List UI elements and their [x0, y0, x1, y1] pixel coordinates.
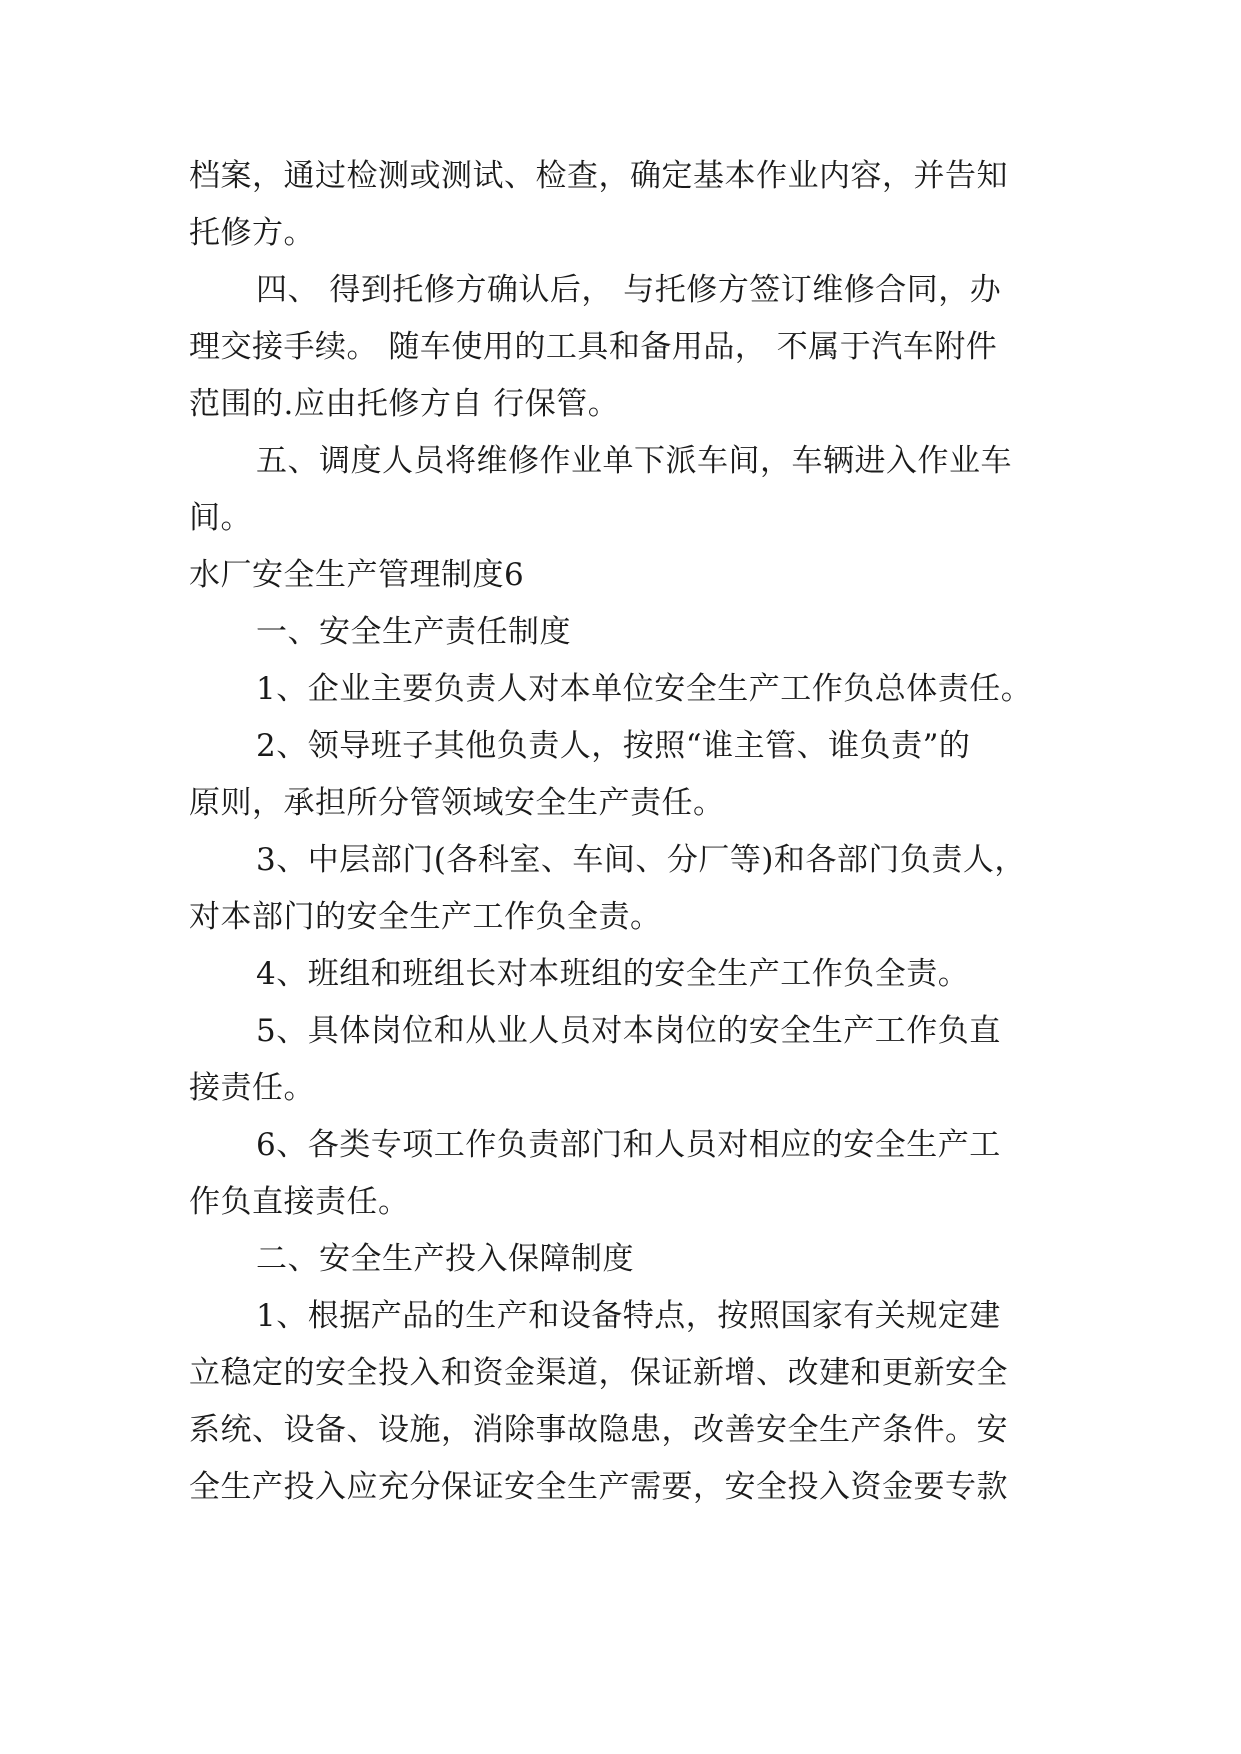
text-line: 原则，承担所分管领域安全生产责任。: [189, 785, 725, 821]
text-line: 五、调度人员将维修作业单下派车间，车辆进入作业车: [256, 443, 1012, 479]
text-line: 理交接手续。 随车使用的工具和备用品， 不属于汽车附件: [189, 329, 998, 365]
subsection-heading: 二、安全生产投入保障制度: [256, 1241, 634, 1277]
text-line: 四、 得到托修方确认后， 与托修方签订维修合同，办: [256, 272, 1002, 308]
text-line: 立稳定的安全投入和资金渠道，保证新增、改建和更新安全: [189, 1355, 1008, 1391]
text-line: 1、企业主要负责人对本单位安全生产工作负总体责任。: [256, 671, 1033, 707]
text-line: 4、班组和班组长对本班组的安全生产工作负全责。: [256, 956, 970, 992]
text-line: 接责任。: [189, 1070, 315, 1106]
text-line: 6、各类专项工作负责部门和人员对相应的安全生产工: [256, 1127, 1001, 1163]
text-line: 托修方。: [189, 215, 315, 251]
text-line: 2、领导班子其他负责人，按照“谁主管、谁负责”的: [256, 728, 971, 764]
subsection-heading: 一、安全生产责任制度: [256, 614, 571, 650]
text-line: 间。: [189, 500, 252, 536]
text-line: 档案，通过检测或测试、检查，确定基本作业内容，并告知: [189, 158, 1008, 194]
section-heading: 水厂安全生产管理制度6: [189, 557, 525, 593]
text-line: 范围的.应由托修方自 行保管。: [189, 386, 620, 422]
text-line: 全生产投入应充分保证安全生产需要，安全投入资金要专款: [189, 1469, 1008, 1505]
text-line: 5、具体岗位和从业人员对本岗位的安全生产工作负直: [256, 1013, 1001, 1049]
text-line: 作负直接责任。: [189, 1184, 410, 1220]
text-line: 3、中层部门(各科室、车间、分厂等)和各部门负责人，: [256, 842, 1026, 878]
text-line: 对本部门的安全生产工作负全责。: [189, 899, 662, 935]
text-line: 系统、设备、设施，消除事故隐患，改善安全生产条件。安: [189, 1412, 1008, 1448]
text-line: 1、根据产品的生产和设备特点，按照国家有关规定建: [256, 1298, 1001, 1334]
